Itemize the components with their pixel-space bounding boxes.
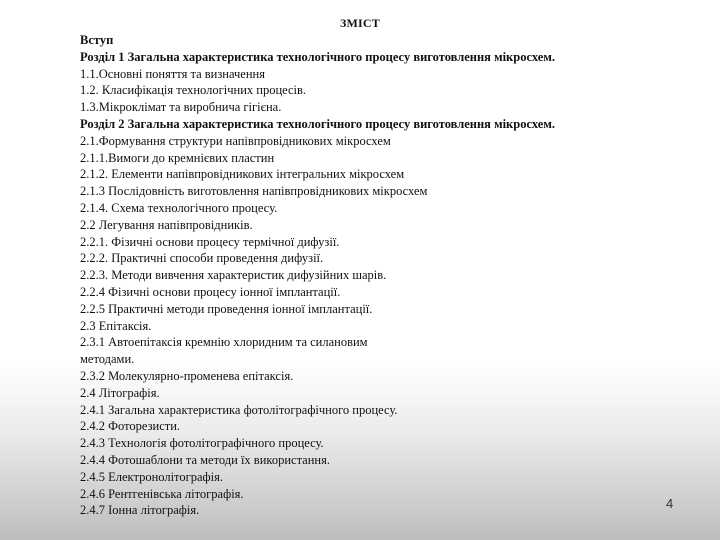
- toc-section-heading: Вступ: [80, 33, 114, 47]
- toc-entry: 2.2.2. Практичні способи проведення дифузії.: [80, 251, 324, 266]
- page-number: 4: [666, 496, 674, 511]
- toc-entry: 2.2.1. Фізичні основи процесу термічної дифузії.: [80, 234, 340, 249]
- toc-entry: 2.2.5 Практичні методи проведення іонної імплантації.: [80, 301, 373, 316]
- toc-entry: 1.2. Класифікація технологічних процесів.: [80, 83, 307, 98]
- toc-entry: 2.1.Формування структури напівпровідникових мікросхем: [80, 133, 391, 148]
- toc-entry: 2.3.1 Автоепітаксія кремнію хлоридним та силановим методами.: [80, 335, 368, 367]
- toc-entry: 2.4 Літографія.: [80, 385, 160, 400]
- toc-entry: 2.4.2 Фоторезисти.: [80, 419, 181, 434]
- toc-entry: 2.1.4. Схема технологічного процесу.: [80, 200, 278, 215]
- toc-entry: 2.2 Легування напівпровідників.: [80, 217, 253, 232]
- table-of-contents: [80, 32, 660, 519]
- toc-entry: 2.4.5 Електронолітографія.: [80, 469, 223, 484]
- toc-entry: 2.4.4 Фотошаблони та методи їх використання.: [80, 452, 330, 467]
- toc-entry: 2.4.3 Технологія фотолітографічного процесу.: [80, 436, 324, 451]
- toc-entry: 2.1.1.Вимоги до кремнієвих пластин: [80, 150, 275, 165]
- page-title: ЗМІСТ: [340, 16, 380, 30]
- toc-entry: 2.3 Епітаксія.: [80, 318, 152, 333]
- toc-entry: 1.1.Основні поняття та визначення: [80, 66, 265, 81]
- toc-entry: 2.4.6 Рентгенівська літографія.: [80, 486, 244, 501]
- toc-entry: 1.3.Мікроклімат та виробнича гігієна.: [80, 100, 282, 115]
- toc-entry: 2.4.7 Іонна літографія.: [80, 503, 200, 518]
- toc-entry: 2.3.2 Молекулярно-променева епітаксія.: [80, 368, 294, 383]
- toc-entry: 2.1.2. Елементи напівпровідникових інтегральних мікросхем: [80, 167, 405, 182]
- toc-section-heading: Розділ 2 Загальна характеристика технологічного процесу виготовлення мікросхем.: [80, 116, 555, 131]
- toc-entry: 2.4.1 Загальна характеристика фотолітографічного процесу.: [80, 402, 398, 417]
- toc-entry: 2.2.3. Методи вивчення характеристик дифузійних шарів.: [80, 268, 387, 283]
- toc-entry: 2.2.4 Фізичні основи процесу іонної імплантації.: [80, 284, 341, 299]
- toc-entry: 2.1.3 Послідовність виготовлення напівпровідникових мікросхем: [80, 184, 428, 199]
- toc-section-heading: Розділ 1 Загальна характеристика технологічного процесу виготовлення мікросхем.: [80, 49, 555, 64]
